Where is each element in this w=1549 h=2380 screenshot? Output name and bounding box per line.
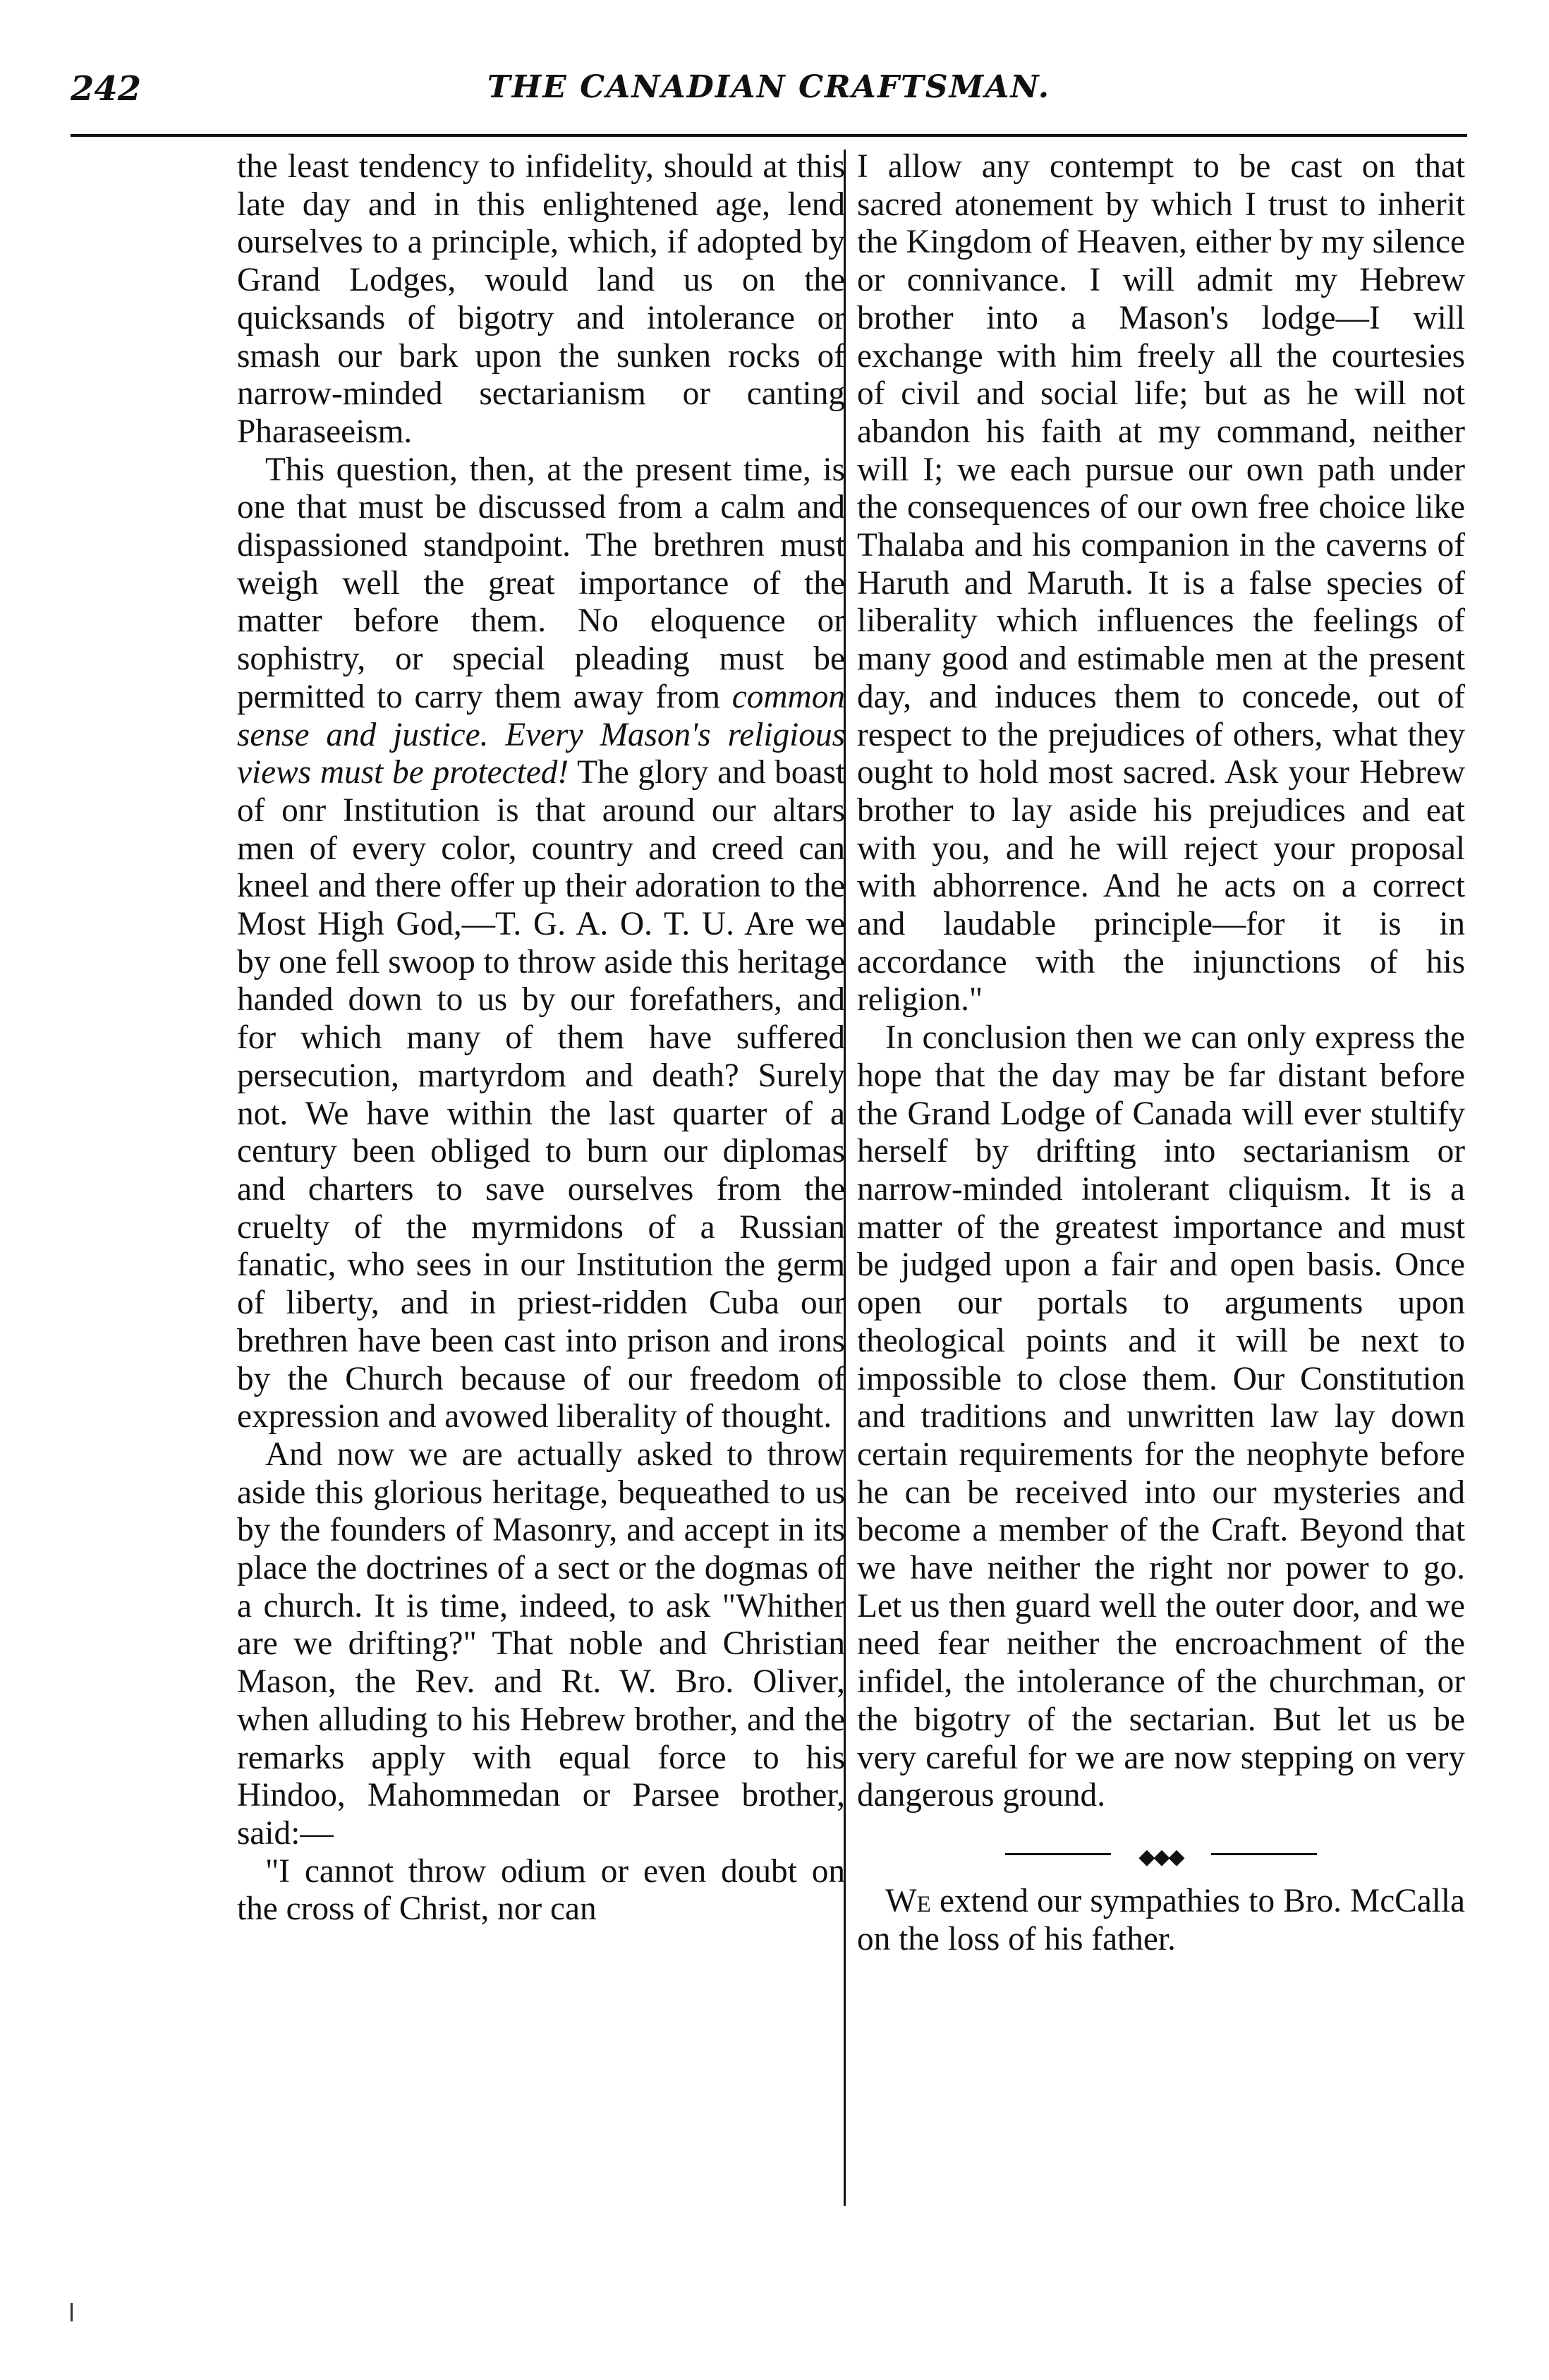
ornament-line-left — [1005, 1853, 1111, 1855]
left-paragraph-2-italic-1: common sense and justice. — [237, 678, 845, 753]
page-header — [71, 69, 1467, 119]
left-paragraph-2-italic-2: Every Mason's religious views must be protected! — [237, 716, 845, 791]
left-column — [237, 148, 845, 1929]
right-note — [857, 1883, 1465, 1958]
right-paragraph-1: I allow any contempt to be cast on that sacred atonement by which I trust to inherit the Kingdom of Heaven, either by my silence or connivance. I will admit my Hebrew brother into a Mason's lodge—I will exchange with him freely all the courtesies of civil and social life; but as he will not abandon his faith at my command, neither will I; we each pursue our own path under the consequences of our own free choice like Thalaba and his companion in the caverns of Haruth and Maruth. It is a false species of liberality which influences the feelings of many good and estimable men at the present day, and induces them to concede, out of respect to the prejudices of others, what they ought to hold most sacred. Ask your Hebrew brother to lay aside his prejudices and eat with you, and he will reject your proposal with abhorrence. And he acts on a correct and laudable principle—for it is in accordance with the injunctions of his religion." — [857, 148, 1465, 1019]
left-paragraph-3: And now we are actually asked to throw aside this glorious heritage, bequeathed to us by the founders of Masonry, and accept in its place the doctrines of a sect or the dogmas of a church. It is time, indeed, to ask "Whither are we drifting?" That noble and Christian Mason, the Rev. and Rt. W. Bro. Oliver, when alluding to his Hebrew brother, and the remarks apply with equal force to his Hindoo, Mahommedan or Parsee brother, said:— — [237, 1435, 845, 1852]
right-column — [857, 148, 1465, 1958]
left-paragraph-1: the least tendency to infidelity, should at this late day and in this enlightened age, lend ourselves to a principle, which, if adopted by Grand Lodges, would land us on the quicksands of bigotry and intolerance or smash our bark upon the sunken rocks of narrow-minded sectarianism or canting Pharaseeism. — [237, 148, 845, 450]
section-ornament — [857, 1835, 1465, 1873]
left-paragraph-2 — [237, 451, 845, 1436]
ornament-line-right — [1211, 1853, 1317, 1855]
column-divider — [844, 150, 846, 2206]
header-rule — [71, 134, 1467, 137]
left-paragraph-4: "I cannot throw odium or even doubt on the cross of Christ, nor can — [237, 1852, 845, 1928]
margin-mark — [71, 2303, 73, 2321]
right-note-text: extend our sympathies to Bro. McCalla on the loss of his father. — [857, 1882, 1465, 1957]
ornament-diamond-icon: ◆◆◆ — [1138, 1845, 1184, 1869]
right-note-lead: We — [885, 1882, 931, 1919]
right-paragraph-2: In conclusion then we can only express the hope that the day may be far distant before the Grand Lodge of Canada will ever stultify herself by drifting into sectarianism or narrow-minded intolerant cliquism. It is a matter of the greatest importance and must be judged upon a fair and open basis. Once open our portals to arguments upon theological points and it will be next to impossible to close them. Our Constitution and traditions and unwritten law lay down certain requirements for the neophyte before he can be received into our mysteries and become a member of the Craft. Beyond that we have neither the right nor power to go. Let us then guard well the outer door, and we need fear neither the encroachment of the infidel, the intolerance of the churchman, or the bigotry of the sectarian. But let us be very careful for we are now stepping on very dangerous ground. — [857, 1019, 1465, 1814]
running-title: THE CANADIAN CRAFTSMAN. — [487, 69, 1051, 105]
page-number: 242 — [71, 69, 142, 109]
left-paragraph-2-text: This question, then, at the present time, is one that must be discussed from a calm and dispassioned standpoint. The brethren must weigh well the great importance of the matter before them. No eloquence or sophistry, or special pleading must be permitted to carry them away from — [237, 451, 845, 715]
left-paragraph-2-continued: The glory and boast of onr Institution is that around our altars men of every color, country and creed can kneel and there offer up their adoration to the Most High God,—T. G. A. O. T. U. Are we by one fell swoop to throw aside this heritage handed down to us by our forefathers, and for which many of them have suffered persecution, martyrdom and death? Surely not. We have within the last quarter of a century been obliged to burn our diplomas and charters to save ourselves from the cruelty of the myrmidons of a Russian fanatic, who sees in our Institution the germ of liberty, and in priest-ridden Cuba our brethren have been cast into prison and irons by the Church because of our freedom of expression and avowed liberality of thought. — [237, 754, 845, 1435]
